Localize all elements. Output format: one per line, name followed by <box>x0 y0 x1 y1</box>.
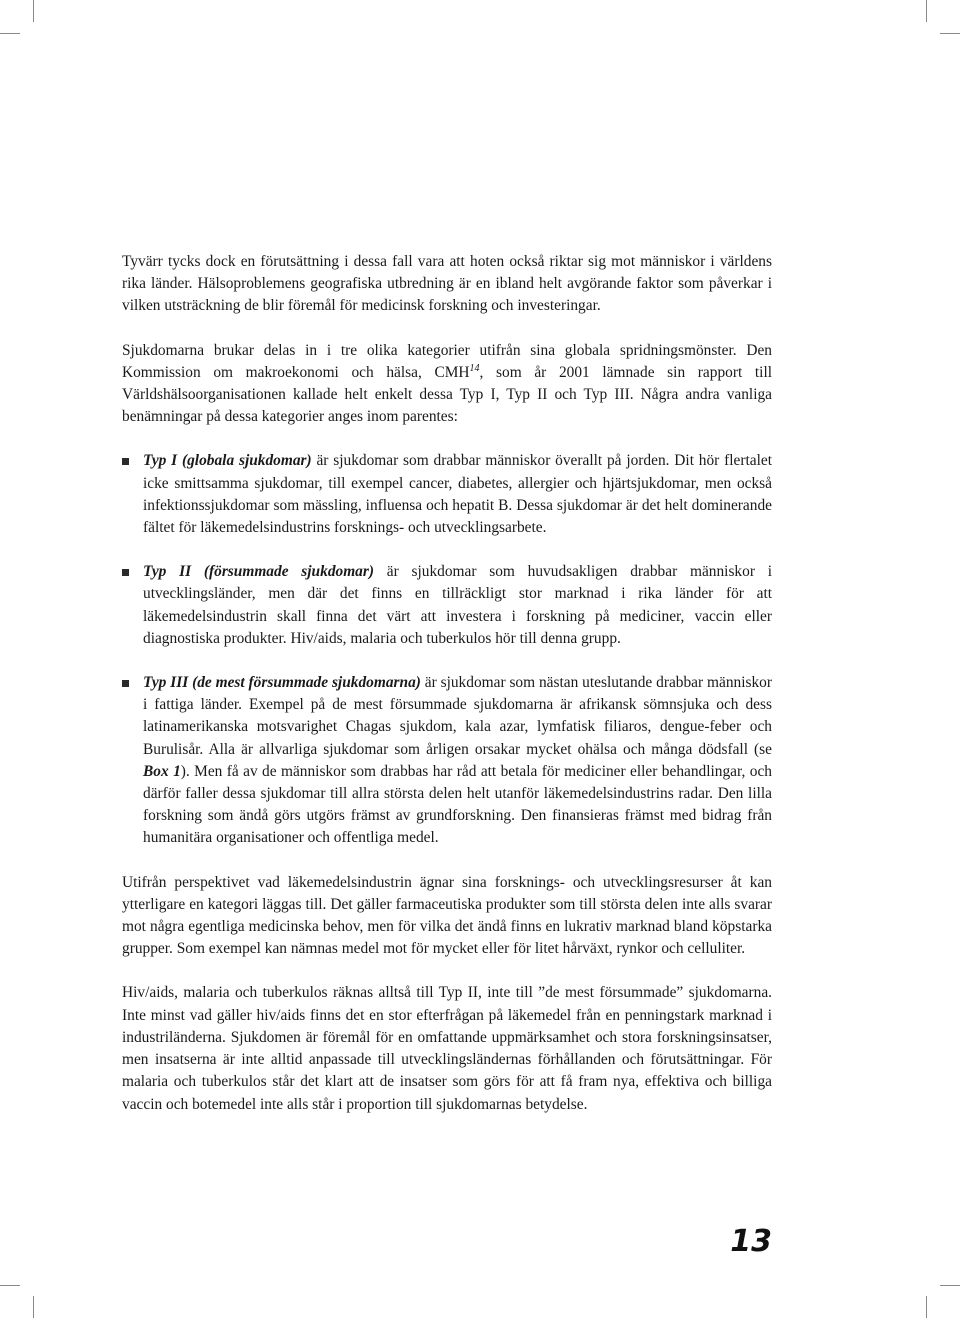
paragraph-intro: Tyvärr tycks dock en förutsättning i dessa fall vara att hoten också riktar sig mot människor i världens rika länder. Hälsoproblemens geografiska utbredning är en ibland helt avgörande faktor som påverkar i vilken utsträckning de blir föremål för medicinsk forskning och investeringar. <box>122 253 772 315</box>
box-reference: Box 1 <box>143 762 181 780</box>
disease-type-list <box>122 450 772 849</box>
paragraph-categories-lead: Sjukdomarna brukar delas in i tre olika kategorier utifrån sina globala spridningsmönster. <box>122 341 737 359</box>
square-bullet-icon <box>122 680 129 687</box>
term-typ-1: Typ I (globala sjukdomar) <box>143 452 312 470</box>
crop-mark-bottom-right-v <box>926 1296 927 1318</box>
body-text <box>122 251 772 1138</box>
crop-mark-top-right-h <box>940 33 960 34</box>
paragraph-perspective: Utifrån perspektivet vad läkemedelsindustrin ägnar sina forsknings- och utvecklingsresurser åt kan ytterligare en kategori läggas till. Det gäller farmaceutiska produkter som till största delen inte alls svarar mot några egentliga medicinska behov, men för vilka det ändå finns en lukrativ marknad bland köpstarka grupper. Som exempel kan nämnas medel mot för mycket eller för litet hårväxt, rynkor och celluliter. <box>122 873 772 958</box>
paragraph-categories-cmh: Den Kommission om makroekonomi och hälsa, CMH <box>122 341 772 381</box>
list-item-typ-3 <box>122 672 772 850</box>
footnote-ref-14: 14 <box>469 362 480 374</box>
list-item-text: är sjukdomar som nästan uteslutande drabbar människor i fattiga länder. Exempel på de mest försummade sjukdomarna är afrikansk sömnsjuka och dess latinamerikanska motsvarighet Chagas sjukdom, kala azar, lymfatisk filiaros, dengue-feber och Burulisår. Alla är allvarliga sjukdomar som årligen orsakar mycket ohälsa och många dödsfall (se <box>143 674 772 758</box>
crop-mark-top-left-h <box>0 33 20 34</box>
crop-mark-top-left-v <box>33 0 34 22</box>
list-item-text: är sjukdomar som huvudsakligen drabbar människor i utvecklingsländer, men där det finns en tillräckligt stor marknad i rika länder för att läkemedelsindustrin skall finna det värt att investera i forskning på mediciner, vaccin eller diagnostiska produkter. Hiv/aids, malaria och tuberkulos hör till denna grupp. <box>143 563 772 647</box>
square-bullet-icon <box>122 458 129 465</box>
square-bullet-icon <box>122 569 129 576</box>
list-item-typ-2 <box>122 561 772 650</box>
crop-mark-bottom-left-v <box>33 1296 34 1318</box>
paragraph-categories <box>122 340 772 429</box>
list-item-typ-1 <box>122 450 772 539</box>
term-typ-2: Typ II (försummade sjukdomar) <box>143 563 374 581</box>
crop-mark-top-right-v <box>926 0 927 22</box>
term-typ-3: Typ III (de mest försummade sjukdomarna) <box>143 674 421 692</box>
paragraph-categories-rest: , som år 2001 lämnade sin rapport till Världshälsoorganisationen kallade helt enkelt dessa Typ I, Typ II och Typ III. Några andra vanliga benämningar på dessa kategorier anges inom parentes: <box>122 363 772 426</box>
list-item-text: ). Men få av de människor som drabbas har råd att betala för mediciner eller behandlingar, och därför faller dessa sjukdomar till allra största delen helt utanför läkemedelsindustrins radar. Den lilla forskning som ändå görs utgörs främst av grundforskning. Den finansieras främst med bidrag från humanitära organisationer och offentliga medel. <box>143 762 772 847</box>
list-item-text: är sjukdomar som drabbar människor överallt på jorden. Dit hör flertalet icke smittsamma sjukdomar, till exempel cancer, diabetes, allergier och hjärtsjukdomar, men också infektionssjukdomar som mässling, influensa och hepatit B. Dessa sjukdomar är det helt dominerande fältet för läkemedelsindustrins forsknings- och utvecklingsarbete. <box>143 452 772 537</box>
paragraph-hiv-aids: Hiv/aids, malaria och tuberkulos räknas alltså till Typ II, inte till ”de mest försummade” sjukdomarna. Inte minst vad gäller hiv/aids finns det en stor efterfrågan på läkemedel från en penningstark marknad i industriländerna. Sjukdomen är föremål för en omfattande uppmärksamhet och stora forskningsinsatser, men insatserna är inte alltid anpassade till utvecklingsländernas förhållanden och förutsättningar. För malaria och tuberkulos står det klart att de insatser som görs för att få fram nya, effektiva och billiga vaccin och botemedel inte alls står i proportion till sjukdomarnas betydelse. <box>122 984 772 1113</box>
crop-mark-bottom-left-h <box>0 1285 20 1286</box>
crop-mark-bottom-right-h <box>940 1285 960 1286</box>
page-number: 13 <box>730 1224 772 1259</box>
